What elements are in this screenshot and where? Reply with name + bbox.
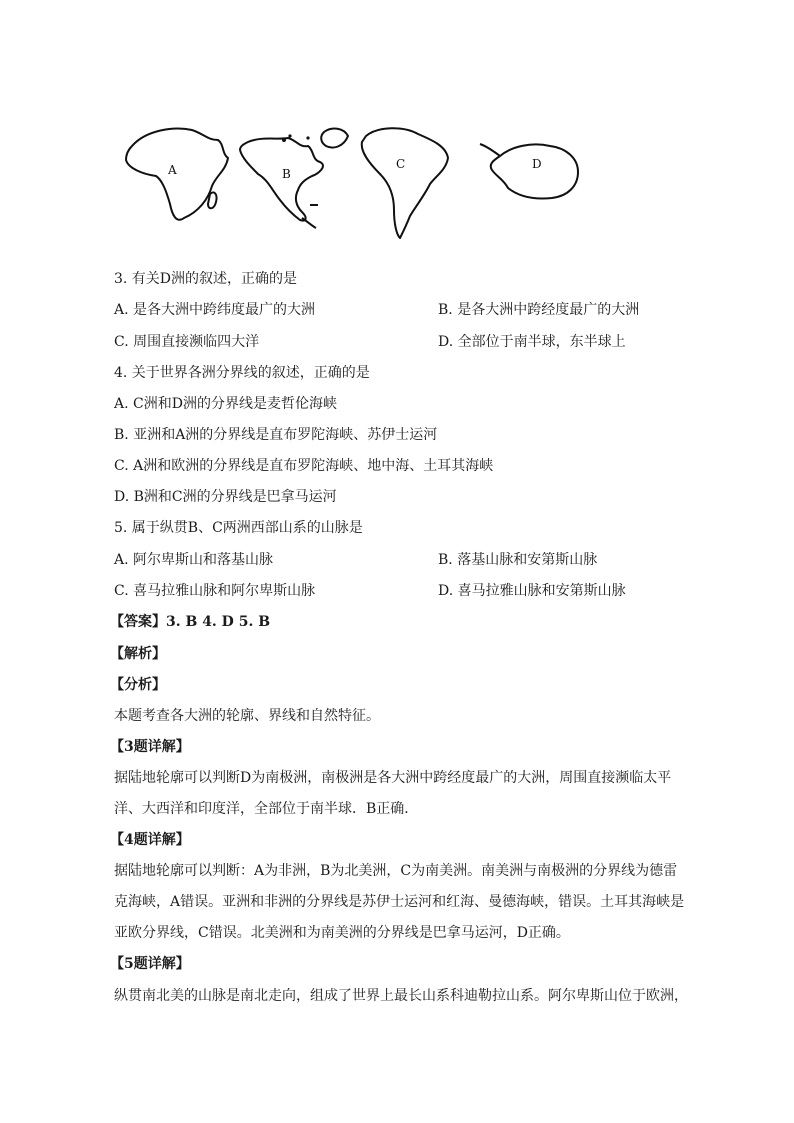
answer-line: 【答案】3. B 4. D 5. B bbox=[110, 614, 271, 630]
antarctic-peninsula-outline bbox=[480, 144, 500, 156]
q3-detail-line: 洋、大西洋和印度洋，全部位于南半球．B正确． bbox=[114, 801, 419, 817]
q4-detail-line: 克海峡，A错误。亚洲和非洲的分界线是苏伊士运河和红海、曼德海峡，错误。土耳其海峡是 bbox=[114, 894, 685, 910]
q4-stem: 4. 关于世界各洲分界线的叙述，正确的是 bbox=[114, 365, 370, 381]
q3-detail-line: 据陆地轮廓可以判断D为南极洲，南极洲是各大洲中跨经度最广的大洲，周围直接濒临太平 bbox=[114, 770, 672, 786]
label-d: D bbox=[532, 157, 542, 171]
q4-detail-heading: 【4题详解】 bbox=[110, 832, 190, 848]
q5-option-a: A. 阿尔卑斯山和落基山脉 bbox=[114, 552, 274, 568]
continent-outline-svg bbox=[112, 118, 592, 244]
q4-option-a: A. C洲和D洲的分界线是麦哲伦海峡 bbox=[114, 396, 337, 412]
madagascar-outline bbox=[208, 192, 217, 208]
q3-detail-heading: 【3题详解】 bbox=[110, 739, 190, 755]
q3-option-c: C. 周围直接濒临四大洋 bbox=[114, 334, 260, 350]
q3-option-b: B. 是各大洲中跨经度最广的大洲 bbox=[438, 302, 640, 318]
q5-stem: 5. 属于纵贯B、C两洲西部山系的山脉是 bbox=[114, 520, 363, 536]
central-america-outline bbox=[302, 218, 316, 228]
continent-outline-figure bbox=[112, 118, 592, 244]
greenland-outline bbox=[321, 129, 348, 148]
antarctica-outline bbox=[491, 144, 578, 198]
africa-outline bbox=[126, 129, 228, 220]
q4-option-c: C. A洲和欧洲的分界线是直布罗陀海峡、地中海、土耳其海峡 bbox=[114, 458, 494, 474]
fenxi-text: 本题考查各大洲的轮廓、界线和自然特征。 bbox=[114, 708, 380, 724]
q5-option-b: B. 落基山脉和安第斯山脉 bbox=[438, 552, 598, 568]
q3-option-d: D. 全部位于南半球，东半球上 bbox=[438, 334, 626, 350]
fenxi-heading: 【分析】 bbox=[110, 677, 166, 693]
q4-option-b: B. 亚洲和A洲的分界线是直布罗陀海峡、苏伊士运河 bbox=[114, 427, 438, 443]
q5-detail-heading: 【5题详解】 bbox=[110, 956, 190, 972]
q5-detail-line: 纵贯南北美的山脉是南北走向，组成了世界上最长山系科迪勒拉山系。阿尔卑斯山位于欧洲， bbox=[114, 988, 688, 1004]
q4-detail-line: 据陆地轮廓可以判断：A为非洲，B为北美洲，C为南美洲。南美洲与南极洲的分界线为德雷 bbox=[114, 863, 678, 879]
q4-detail-line: 亚欧分界线，C错误。北美洲和为南美洲的分界线是巴拿马运河，D正确。 bbox=[114, 925, 570, 941]
q3-option-a: A. 是各大洲中跨纬度最广的大洲 bbox=[114, 302, 316, 318]
label-c: C bbox=[396, 157, 406, 171]
south-america-outline bbox=[362, 128, 448, 238]
q5-option-d: D. 喜马拉雅山脉和安第斯山脉 bbox=[438, 583, 626, 599]
q5-option-c: C. 喜马拉雅山脉和阿尔卑斯山脉 bbox=[114, 583, 316, 599]
analysis-heading: 【解析】 bbox=[110, 646, 166, 662]
q4-option-d: D. B洲和C洲的分界线是巴拿马运河 bbox=[114, 489, 337, 505]
label-b: B bbox=[282, 167, 291, 181]
q3-stem: 3. 有关D洲的叙述，正确的是 bbox=[114, 271, 298, 287]
label-a: A bbox=[168, 163, 177, 177]
